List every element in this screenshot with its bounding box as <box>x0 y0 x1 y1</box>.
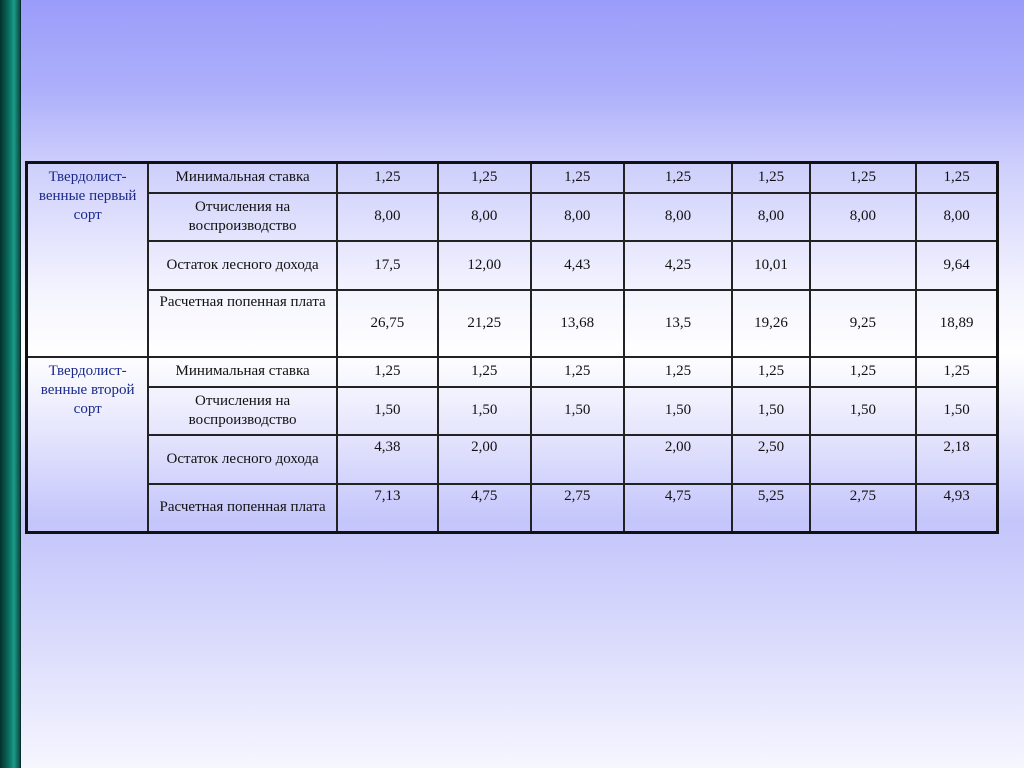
table-cell: 1,50 <box>916 387 997 435</box>
table-row <box>27 163 998 193</box>
table-cell: 9,25 <box>810 290 917 357</box>
row-label: Минимальная ставка <box>148 163 337 193</box>
table-cell: 1,25 <box>438 357 531 387</box>
table-cell: 17,5 <box>337 241 438 290</box>
table-cell: 2,50 <box>732 435 809 484</box>
table-cell: 1,50 <box>531 387 624 435</box>
table-cell: 12,00 <box>438 241 531 290</box>
left-accent-bar <box>0 0 21 768</box>
table-cell: 1,25 <box>531 357 624 387</box>
forest-fee-table <box>25 161 999 534</box>
table-cell: 5,25 <box>732 484 809 533</box>
table-cell: 1,25 <box>916 357 997 387</box>
table-cell: 4,38 <box>337 435 438 484</box>
group-label-second-grade: Твердолист-венные второй сорт <box>27 357 149 533</box>
table-cell: 4,75 <box>438 484 531 533</box>
table-cell: 8,00 <box>810 193 917 241</box>
table-row <box>27 193 998 241</box>
row-label: Расчетная попенная плата <box>148 290 337 357</box>
row-label: Остаток лесного дохода <box>148 435 337 484</box>
table-row <box>27 357 998 387</box>
table-cell: 19,26 <box>732 290 809 357</box>
table-cell: 4,75 <box>624 484 733 533</box>
row-label: Расчетная попенная плата <box>148 484 337 533</box>
table-cell: 13,5 <box>624 290 733 357</box>
table-cell: 1,25 <box>337 163 438 193</box>
table-cell: 1,25 <box>916 163 997 193</box>
table-cell: 1,25 <box>337 357 438 387</box>
table-cell: 4,93 <box>916 484 997 533</box>
table-cell: 7,13 <box>337 484 438 533</box>
table-cell: 2,18 <box>916 435 997 484</box>
table-cell: 1,25 <box>438 163 531 193</box>
table-cell <box>810 241 917 290</box>
table-cell: 1,50 <box>438 387 531 435</box>
table-cell: 1,25 <box>810 163 917 193</box>
table-cell: 1,50 <box>337 387 438 435</box>
row-label: Минимальная ставка <box>148 357 337 387</box>
row-label: Отчисления на воспроизводство <box>148 387 337 435</box>
table-cell: 8,00 <box>337 193 438 241</box>
table-cell: 8,00 <box>624 193 733 241</box>
table-cell: 2,00 <box>438 435 531 484</box>
table-cell: 13,68 <box>531 290 624 357</box>
table-cell: 10,01 <box>732 241 809 290</box>
table-row <box>27 290 998 357</box>
table-cell: 1,25 <box>732 163 809 193</box>
table-cell: 8,00 <box>916 193 997 241</box>
table-row <box>27 387 998 435</box>
table-cell <box>810 435 917 484</box>
table-cell: 1,25 <box>732 357 809 387</box>
table-cell: 1,50 <box>732 387 809 435</box>
table-row <box>27 241 998 290</box>
table-row <box>27 484 998 533</box>
table-cell: 2,00 <box>624 435 733 484</box>
table-cell: 1,25 <box>624 357 733 387</box>
table-row <box>27 435 998 484</box>
table-cell: 1,25 <box>531 163 624 193</box>
table-cell: 8,00 <box>438 193 531 241</box>
table-cell: 21,25 <box>438 290 531 357</box>
table-cell: 1,50 <box>810 387 917 435</box>
group-label-first-grade: Твердолист-венные первый сорт <box>27 163 149 357</box>
table-cell: 2,75 <box>531 484 624 533</box>
table-cell: 8,00 <box>732 193 809 241</box>
row-label: Остаток лесного дохода <box>148 241 337 290</box>
table-cell: 26,75 <box>337 290 438 357</box>
table-cell: 1,25 <box>624 163 733 193</box>
table-cell: 4,25 <box>624 241 733 290</box>
table-cell: 18,89 <box>916 290 997 357</box>
table-cell: 1,50 <box>624 387 733 435</box>
table-cell: 1,25 <box>810 357 917 387</box>
table-cell: 2,75 <box>810 484 917 533</box>
table-cell: 9,64 <box>916 241 997 290</box>
table-cell <box>531 435 624 484</box>
table-cell: 4,43 <box>531 241 624 290</box>
row-label: Отчисления на воспроизводство <box>148 193 337 241</box>
table-cell: 8,00 <box>531 193 624 241</box>
